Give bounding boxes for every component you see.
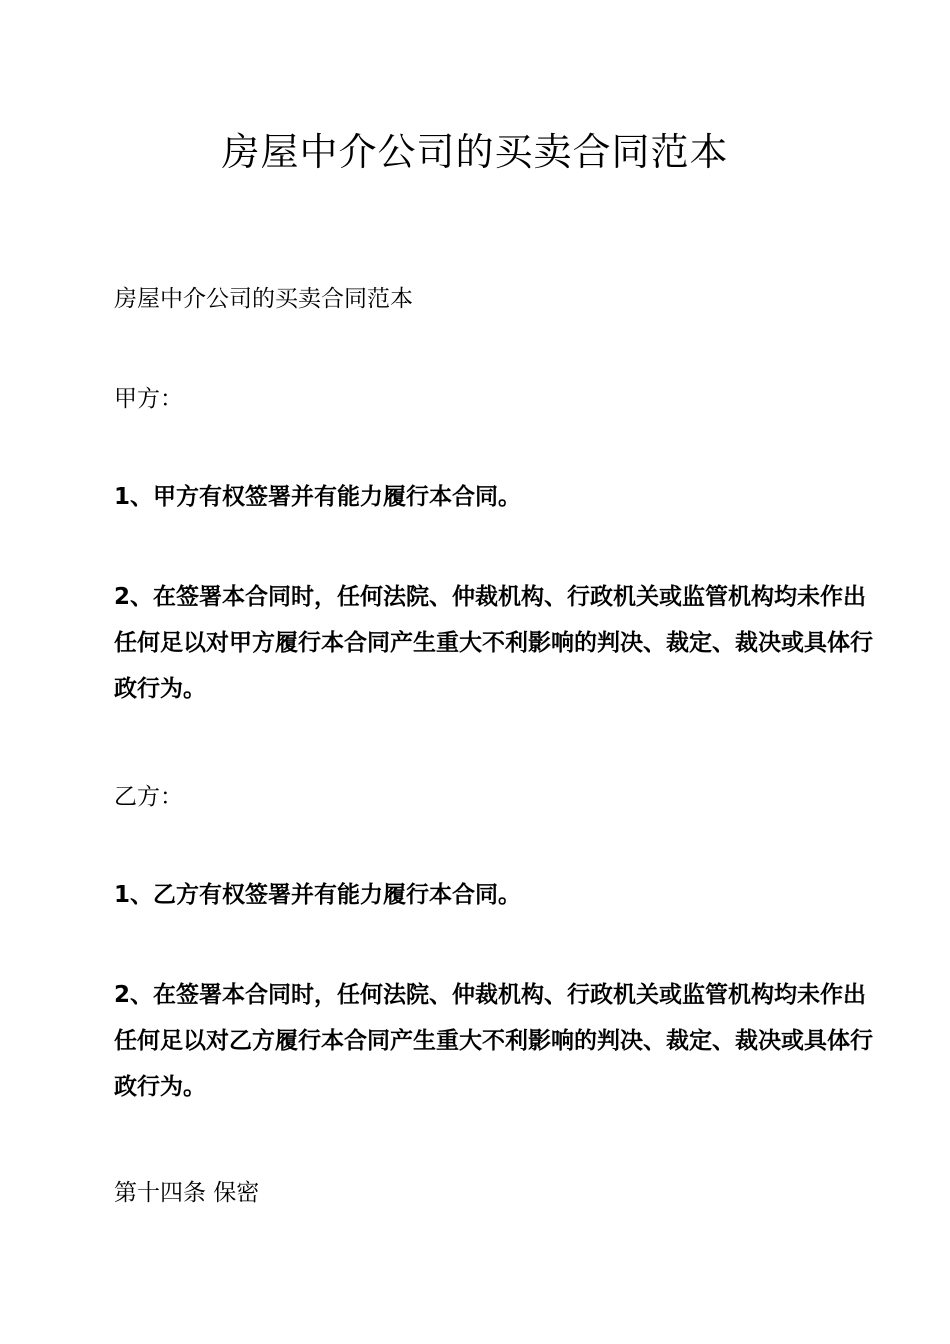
party-a-label: 甲方： xyxy=(114,386,183,412)
article-14-heading: 第十四条 保密 xyxy=(114,1180,260,1206)
document-subtitle: 房屋中介公司的买卖合同范本 xyxy=(114,286,413,312)
document-title: 房屋中介公司的买卖合同范本 xyxy=(221,130,729,174)
party-b-clause-2: 2、在签署本合同时，任何法院、仲裁机构、行政机关或监管机构均未作出任何足以对乙方履行本合同产生重大不利影响的判决、裁定、裁决或具体行政行为。 xyxy=(114,982,873,1100)
party-a-clause-2: 2、在签署本合同时，任何法院、仲裁机构、行政机关或监管机构均未作出任何足以对甲方履行本合同产生重大不利影响的判决、裁定、裁决或具体行政行为。 xyxy=(114,584,873,702)
party-b-clause-1: 1、乙方有权签署并有能力履行本合同。 xyxy=(114,882,522,908)
party-a-clause-1: 1、甲方有权签署并有能力履行本合同。 xyxy=(114,484,522,510)
party-b-label: 乙方： xyxy=(114,784,183,810)
